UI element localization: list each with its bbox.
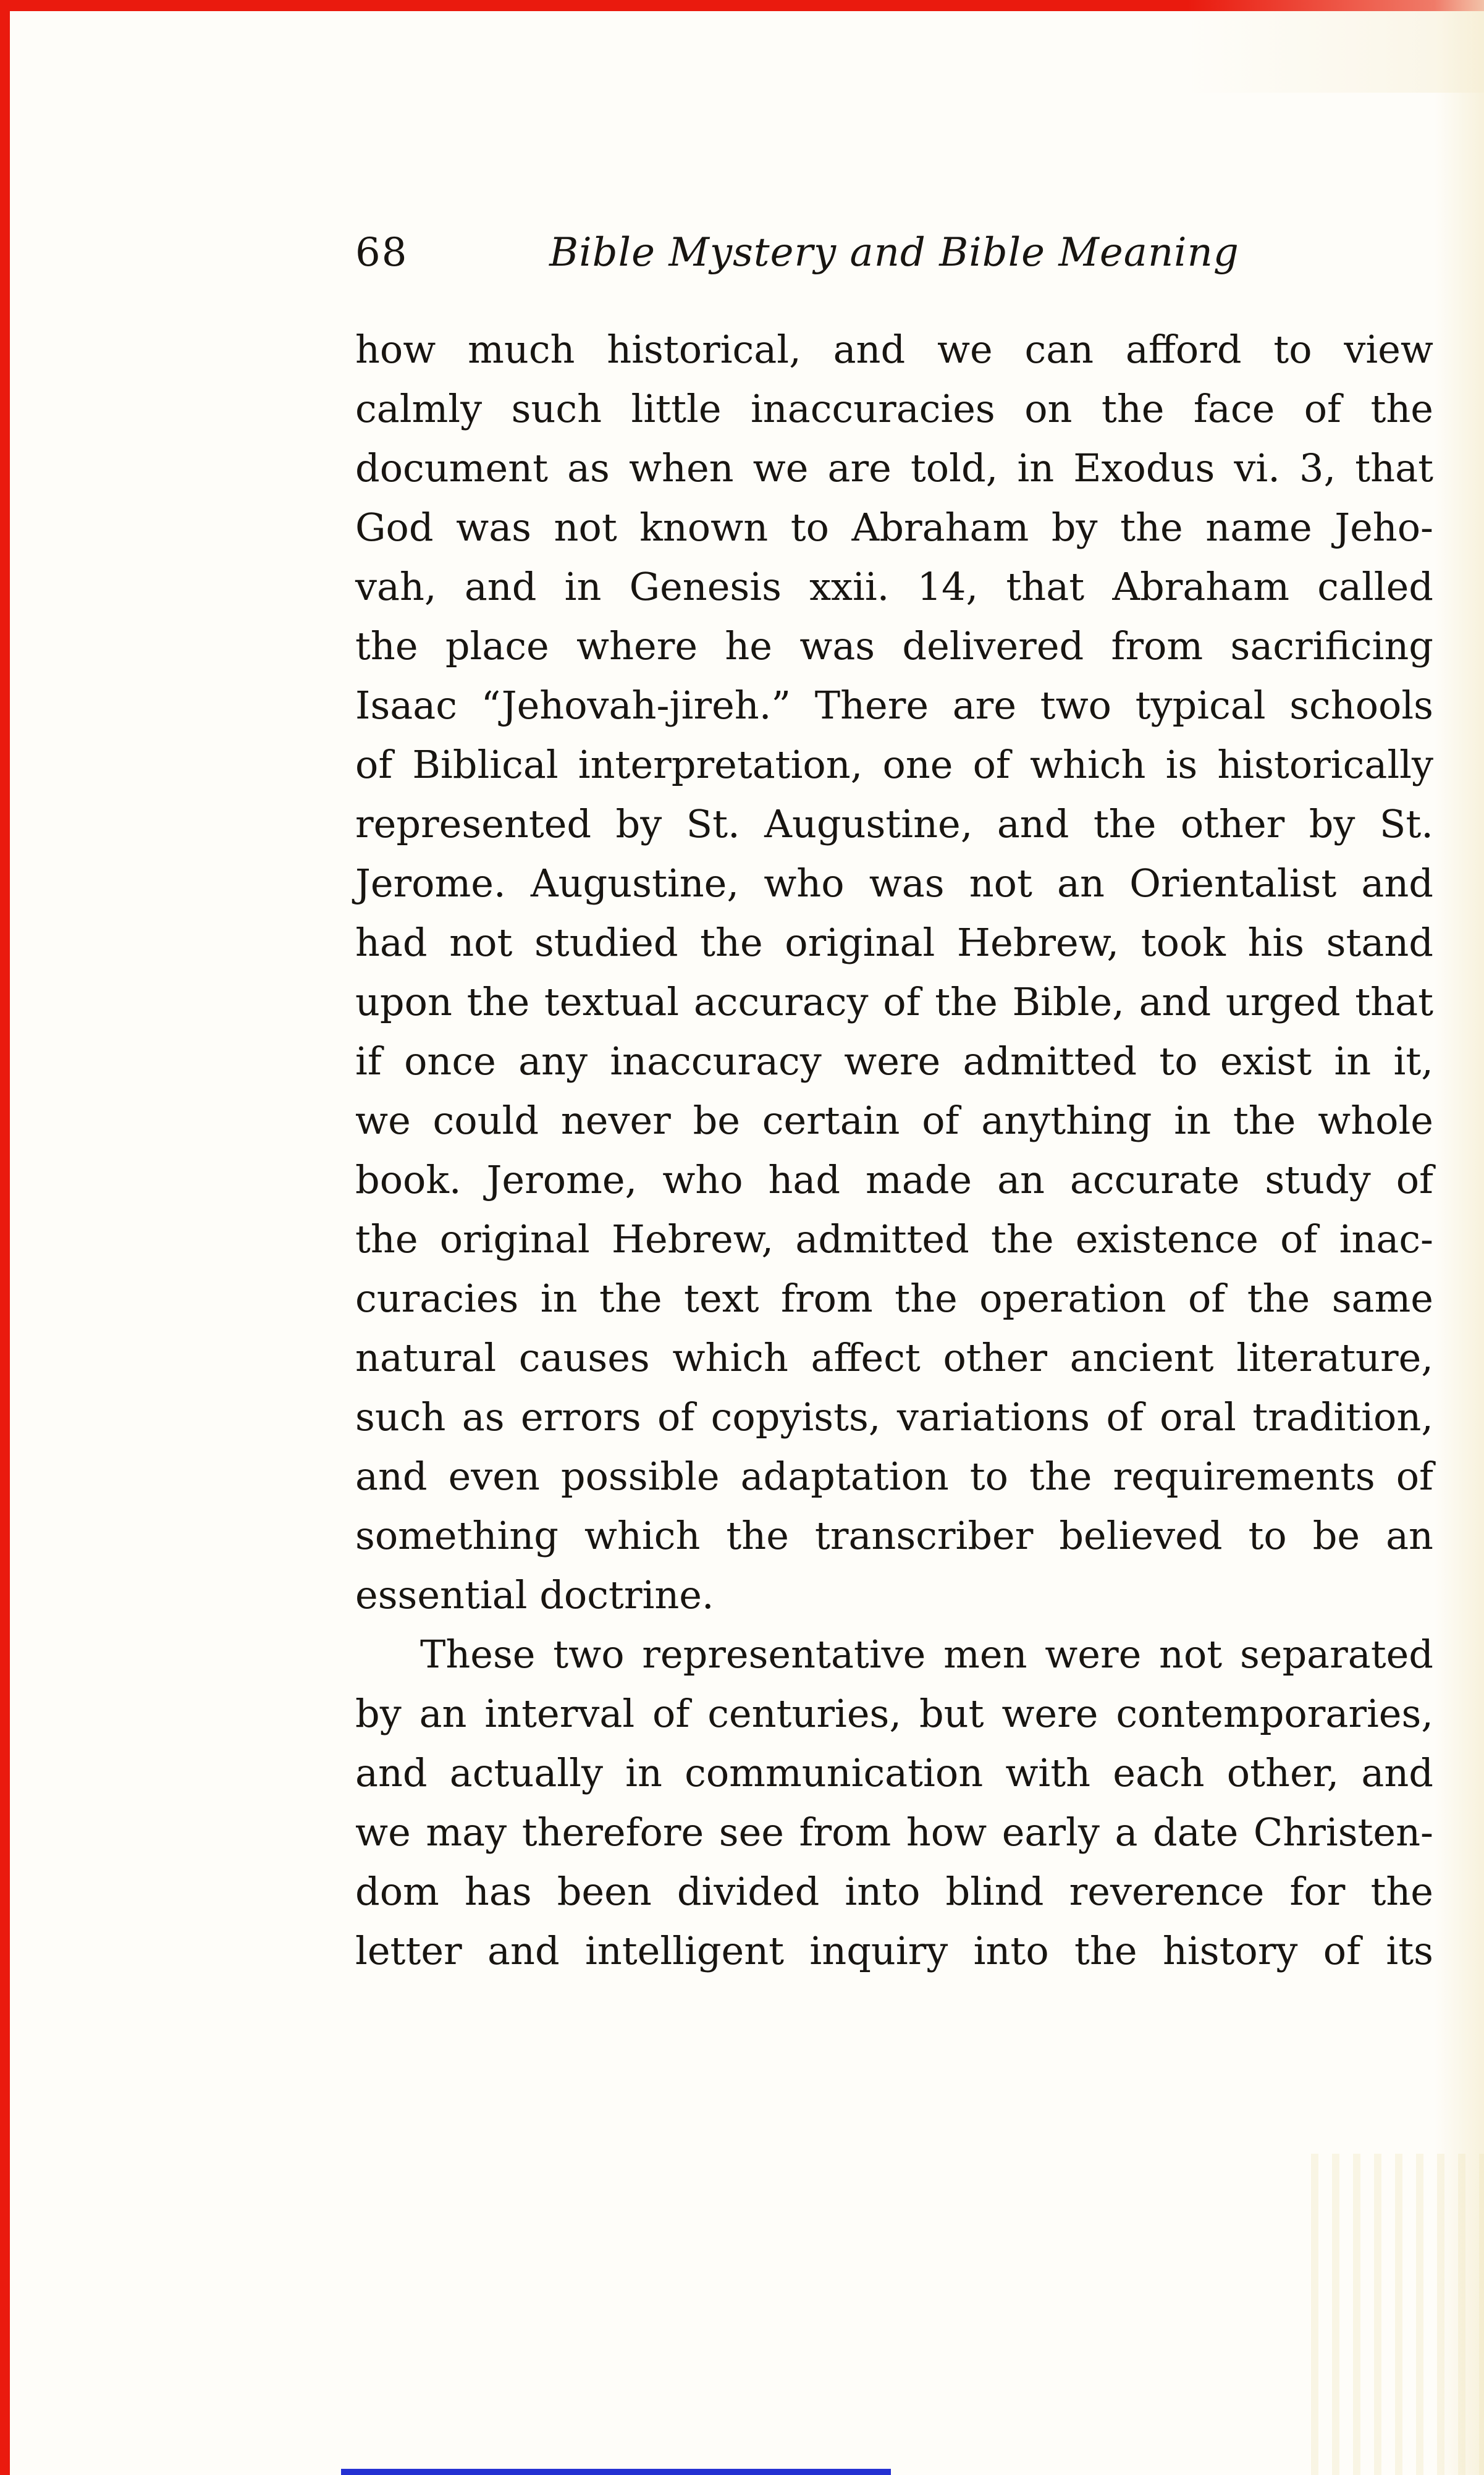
text-line: upon the textual accuracy of the Bible, and urged that [355, 979, 1433, 1024]
text-line: how much historical, and we can afford to view [355, 327, 1433, 372]
text-line: letter and intelligent inquiry into the history of its [355, 1928, 1433, 1973]
text-line: God was not known to Abraham by the name Jeho- [355, 505, 1433, 550]
scan-edge-artifact-bottom [341, 2469, 891, 2475]
text-line: represented by St. Augustine, and the other by St. [355, 801, 1433, 846]
text-line: Jerome. Augustine, who was not an Orientalist and [355, 861, 1433, 906]
scan-edge-artifact-top [0, 0, 1484, 11]
running-title: Bible Mystery and Bible Meaning [549, 230, 1239, 276]
scan-edge-artifact-left [0, 0, 10, 2475]
text-line: the original Hebrew, admitted the existence of inac- [355, 1216, 1433, 1262]
text-line: dom has been divided into blind reverence for the [355, 1869, 1433, 1914]
text-line: had not studied the original Hebrew, took his stand [355, 920, 1433, 965]
text-line: by an interval of centuries, but were contemporaries, [355, 1691, 1433, 1736]
running-head [355, 230, 1433, 282]
text-line: something which the transcriber believed to be an [355, 1513, 1433, 1558]
text-line: book. Jerome, who had made an accurate study of [355, 1157, 1433, 1202]
page-number: 68 [355, 230, 408, 276]
text-line: calmly such little inaccuracies on the face of the [355, 386, 1433, 431]
text-line: if once any inaccuracy were admitted to exist in it, [355, 1039, 1433, 1084]
text-line: natural causes which affect other ancient literature, [355, 1335, 1433, 1380]
page-body [355, 320, 1433, 1981]
text-line: we could never be certain of anything in the whole [355, 1098, 1433, 1143]
text-line: essential doctrine. [355, 1572, 714, 1617]
text-line: Isaac “Jehovah-jireh.” There are two typical schools [355, 683, 1433, 728]
text-line: curacies in the text from the operation of the same [355, 1276, 1433, 1321]
paper-tint-bottom-right [1311, 2154, 1484, 2475]
text-line: document as when we are told, in Exodus vi. 3, that [355, 445, 1433, 491]
paper-tint-right [1435, 0, 1484, 2475]
text-line: vah, and in Genesis xxii. 14, that Abraham called [355, 564, 1433, 609]
text-line: we may therefore see from how early a date Christen- [355, 1810, 1433, 1855]
text-line: such as errors of copyists, variations of oral tradition, [355, 1394, 1433, 1440]
text-line: of Biblical interpretation, one of which is historically [355, 742, 1433, 787]
text-line: the place where he was delivered from sacrificing [355, 623, 1433, 668]
paper-tint-top-right [1187, 0, 1484, 93]
text-line: These two representative men were not separated [420, 1632, 1433, 1677]
text-line: and even possible adaptation to the requirements of [355, 1454, 1433, 1499]
text-line: and actually in communication with each other, and [355, 1750, 1433, 1795]
